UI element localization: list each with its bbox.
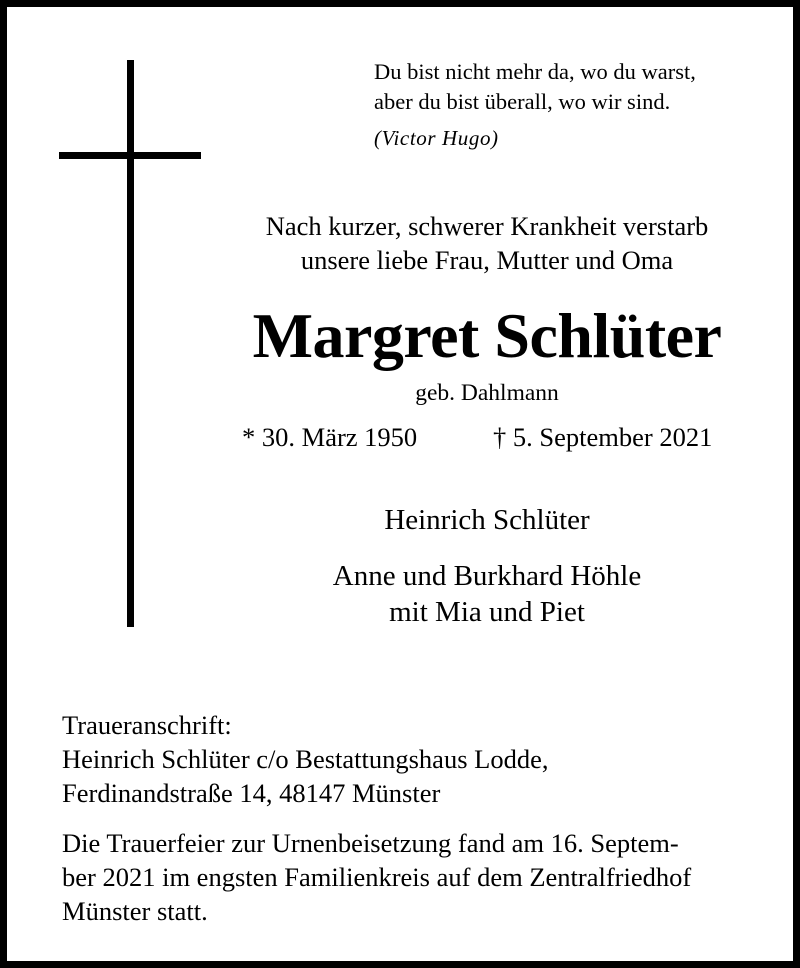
mourner-family-line-2: mit Mia und Piet xyxy=(389,596,585,628)
quote-line-2: aber du bist überall, wo wir sind. xyxy=(374,89,671,114)
ceremony-line-1: Die Trauerfeier zur Urnenbeisetzung fand am 16. Septem- xyxy=(62,828,679,858)
deceased-name: Margret Schlüter xyxy=(252,300,722,371)
mourner-heinrich: Heinrich Schlüter xyxy=(384,504,590,536)
death-date: † 5. September 2021 xyxy=(493,422,713,452)
maiden-name: geb. Dahlmann xyxy=(415,380,559,406)
mourner-family-line-1: Anne und Burkhard Höhle xyxy=(332,560,642,592)
ceremony-notice xyxy=(62,826,691,928)
address-label: Traueranschrift: xyxy=(62,710,232,740)
cross-horizontal-beam xyxy=(59,152,201,159)
quote-author: (Victor Hugo) xyxy=(374,126,499,150)
intro-line-1: Nach kurzer, schwerer Krankheit verstarb xyxy=(265,211,709,241)
birth-date: * 30. März 1950 xyxy=(242,422,418,452)
quote-line-1: Du bist nicht mehr da, wo du warst, xyxy=(374,59,696,84)
intro-line-2: unsere liebe Frau, Mutter und Oma xyxy=(300,245,674,275)
quote xyxy=(374,57,696,117)
intro-text xyxy=(207,209,767,277)
ceremony-line-2: ber 2021 im engsten Familienkreis auf dem Zentralfriedhof xyxy=(62,862,692,892)
address-line-1: Heinrich Schlüter c/o Bestattungshaus Lodde, xyxy=(62,744,549,774)
mourner-family xyxy=(207,558,767,630)
ceremony-line-3: Münster statt. xyxy=(62,896,208,926)
mourning-address xyxy=(62,708,548,810)
address-line-2: Ferdinandstraße 14, 48147 Münster xyxy=(62,778,441,808)
cross-vertical-beam xyxy=(127,60,134,627)
